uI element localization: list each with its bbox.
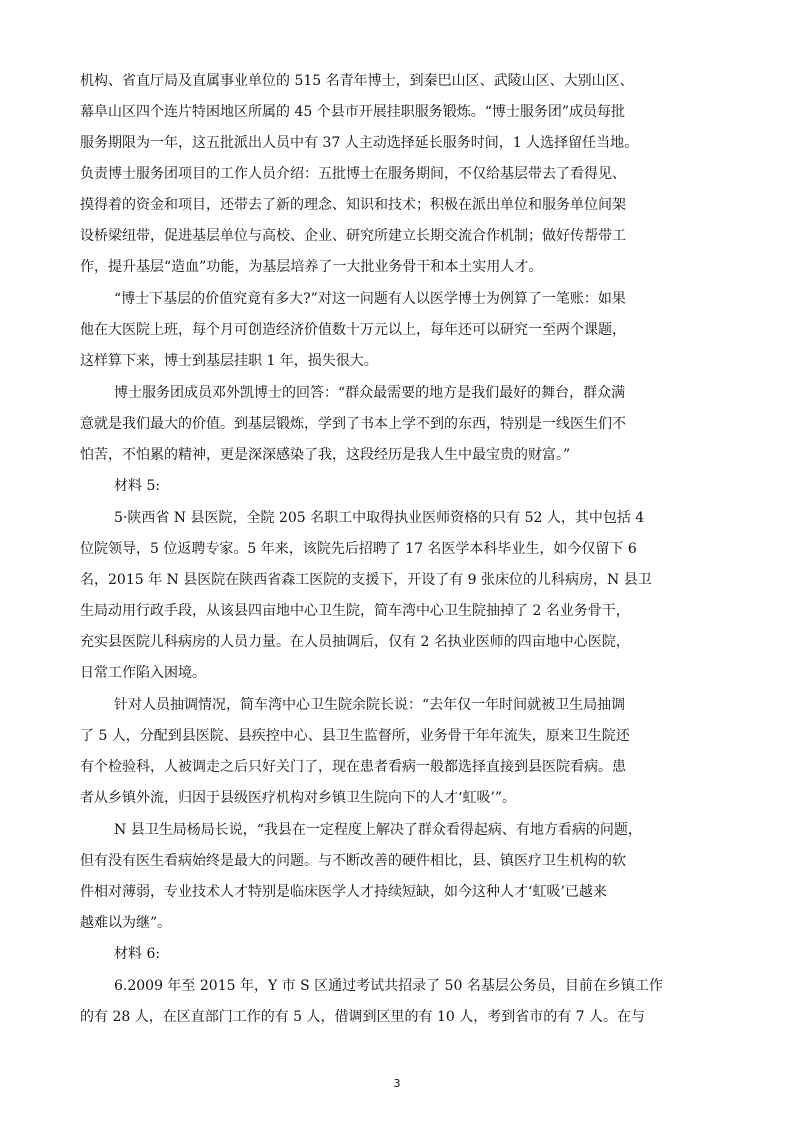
- text-line: 摸得着的资金和项目，还带去了新的理念、知识和技术；积极在派出单位和服务单位间架: [80, 197, 626, 213]
- text-line: 幕阜山区四个连片特困地区所属的 45 个县市开展挂职服务锻炼。“博士服务团”成员每批: [80, 104, 626, 120]
- text-line: 博士服务团成员邓外凯博士的回答：“群众最需要的地方是我们最好的舞台，群众满: [114, 385, 626, 401]
- text-line: 但有没有医生看病始终是最大的问题。与不断改善的硬件相比，县、镇医疗卫生机构的软: [80, 853, 626, 869]
- section-heading: 材料 6:: [114, 946, 161, 962]
- text-line: 充实县医院儿科病房的人员力量。在人员抽调后，仅有 2 名执业医师的四亩地中心医院，: [80, 634, 630, 650]
- text-line: 越难以为继”。: [80, 915, 172, 931]
- text-line: 设桥梁纽带，促进基层单位与高校、企业、研究所建立长期交流合作机制；做好传帮带工: [80, 228, 626, 244]
- page-number: 3: [393, 1077, 401, 1090]
- text-line: 机构、省直厅局及直属事业单位的 515 名青年博士，到秦巴山区、武陵山区、大别山区、: [80, 73, 634, 89]
- text-line: 负责博士服务团项目的工作人员介绍：五批博士在服务期间，不仅给基层带去了看得见、: [80, 166, 626, 182]
- text-line: 了 5 人，分配到县医院、县疾控中心、县卫生监督所，业务骨干年年流失，原来卫生院还: [80, 728, 630, 744]
- section-heading: 材料 5:: [114, 478, 161, 494]
- text-line: 这样算下来，博士到基层挂职 1 年，损失很大。: [80, 353, 378, 369]
- text-line: 他在大医院上班，每个月可创造经济价值数十万元以上，每年还可以研究一至两个课题，: [80, 322, 626, 338]
- text-line: 者从乡镇外流，归因于县级医疗机构对乡镇卫生院向下的人才‘虹吸’”。: [80, 790, 517, 806]
- text-line: 生局动用行政手段，从该县四亩地中心卫生院，简车湾中心卫生院抽掉了 2 名业务骨干，: [80, 603, 630, 619]
- text-line: 件相对薄弱，专业技术人才特别是临床医学人才持续短缺，如今这种人才‘虹吸’已越来: [80, 884, 607, 900]
- text-line: N 县卫生局杨局长说，“我县在一定程度上解决了群众看得起病、有地方看病的问题，: [114, 822, 642, 838]
- text-line: 作，提升基层“造血”功能，为基层培养了一大批业务骨干和本土实用人才。: [80, 259, 543, 275]
- text-line: 有个检验科，人被调走之后只好关门了，现在患者看病一般都选择直接到县医院看病。患: [80, 759, 626, 775]
- text-line: 服务期限为一年，这五批派出人员中有 37 人主动选择延长服务时间，1 人选择留任当地。: [80, 135, 639, 151]
- text-line: 位院领导，5 位返聘专家。5 年来，该院先后招聘了 17 名医学本科毕业生，如今仅留下 6: [80, 541, 637, 557]
- text-line: 针对人员抽调情况，简车湾中心卫生院余院长说：“去年仅一年时间就被卫生局抽调: [114, 697, 626, 713]
- text-line: “博士下基层的价值究竟有多大?”对这一问题有人以医学博士为例算了一笔账：如果: [114, 291, 626, 307]
- text-line: 意就是我们最大的价值。到基层锻炼，学到了书本上学不到的东西，特别是一线医生们不: [80, 416, 626, 432]
- text-line: 名，2015 年 N 县医院在陕西省森工医院的支援下，开设了有 9 张床位的儿科病房，N 县卫: [80, 572, 652, 588]
- text-line: 怕苦，不怕累的精神，更是深深感染了我，这段经历是我人生中最宝贵的财富。”: [80, 447, 571, 463]
- text-line: 6.2009 年至 2015 年，Y 市 S 区通过考试共招录了 50 名基层公务员，目前在乡镇工作: [114, 978, 663, 994]
- text-line: 5·陕西省 N 县医院，全院 205 名职工中取得执业医师资格的只有 52 人，其中包括 4: [114, 510, 645, 526]
- text-line: 日常工作陷入困境。: [80, 665, 206, 681]
- text-line: 的有 28 人，在区直部门工作的有 5 人，借调到区里的有 10 人，考到省市的有 7 人。在与: [80, 1009, 646, 1025]
